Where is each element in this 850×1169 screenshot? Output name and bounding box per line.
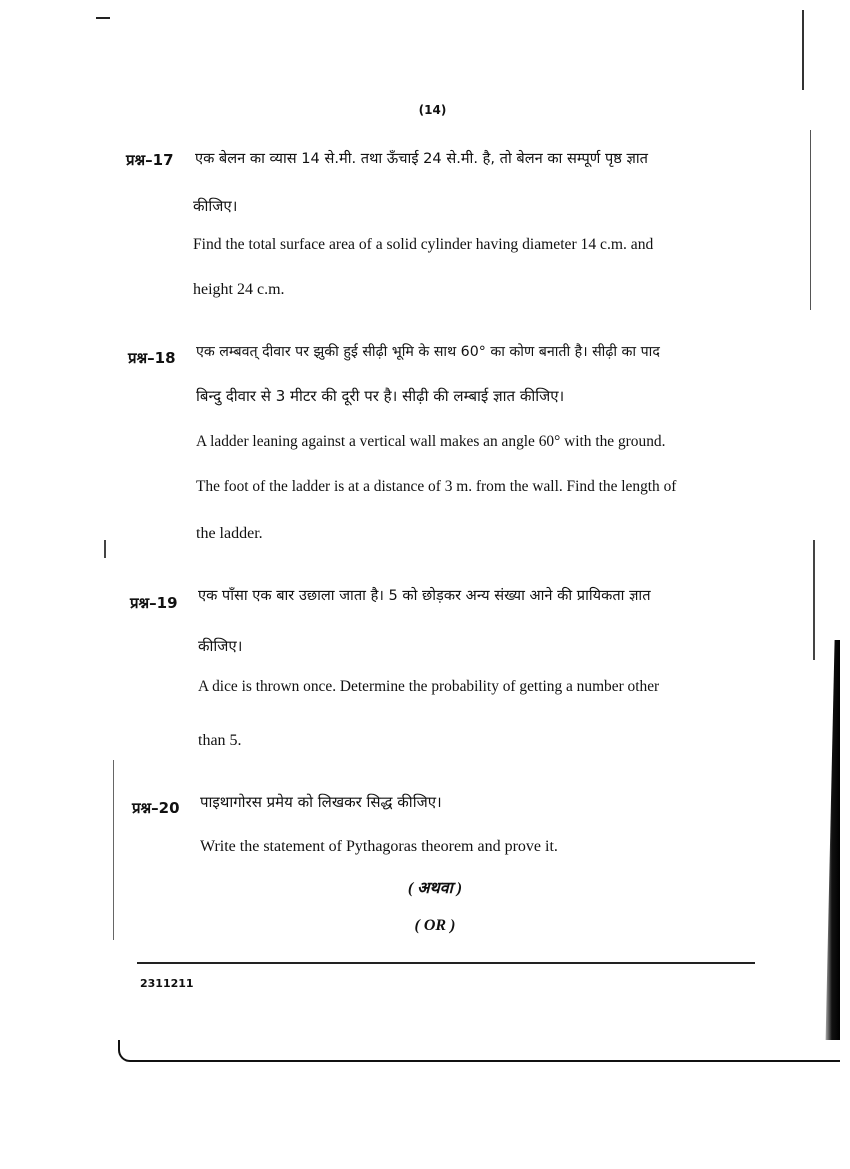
- question-20-english-line-1: Write the statement of Pythagoras theorem and prove it.: [200, 838, 558, 855]
- question-17-hindi-line-2: कीजिए।: [193, 197, 238, 215]
- question-18-hindi-line-1: एक लम्बवत् दीवार पर झुकी हुई सीढ़ी भूमि के साथ 60° का कोण बनाती है। सीढ़ी का पाद: [196, 344, 660, 360]
- scan-edge-right-lower: [813, 540, 815, 660]
- question-17-hindi-line-1: एक बेलन का व्यास 14 से.मी. तथा ऊँचाई 24 से.मी. है, तो बेलन का सम्पूर्ण पृष्ठ ज्ञात: [195, 150, 648, 167]
- paper-code: 2311211: [140, 977, 194, 990]
- alternative-hindi: ( अथवा ): [407, 880, 463, 897]
- question-20-hindi-line-1: पाइथागोरस प्रमेय को लिखकर सिद्ध कीजिए।: [200, 793, 442, 811]
- question-18-english-line-1: A ladder leaning against a vertical wall makes an angle 60° with the ground.: [196, 433, 666, 450]
- question-19-english-line-1: A dice is thrown once. Determine the probability of getting a number other: [198, 678, 660, 695]
- question-20-label: प्रश्न–20: [132, 799, 180, 817]
- question-17-label: प्रश्न–17: [126, 151, 174, 169]
- question-17-english-line-2: height 24 c.m.: [193, 281, 285, 298]
- scan-edge-left: [104, 540, 106, 558]
- scan-edge-right: [810, 130, 811, 310]
- question-19-label: प्रश्न–19: [130, 594, 178, 612]
- scan-edge-left-lower: [113, 760, 114, 940]
- question-18-english-line-3: the ladder.: [196, 525, 263, 542]
- scan-shadow-right: [822, 640, 840, 1040]
- scan-mark-top: [96, 17, 110, 19]
- alternative-english: ( OR ): [414, 917, 456, 934]
- question-18-label: प्रश्न–18: [128, 349, 176, 367]
- page-number: (14): [418, 103, 447, 117]
- question-19-english-line-2: than 5.: [198, 732, 242, 749]
- footer-rule: [137, 962, 755, 964]
- question-17-english-line-1: Find the total surface area of a solid cylinder having diameter 14 c.m. and: [193, 236, 654, 253]
- question-19-hindi-line-2: कीजिए।: [198, 637, 243, 655]
- scan-page-border-bottom: [118, 1040, 840, 1062]
- question-18-hindi-line-2: बिन्दु दीवार से 3 मीटर की दूरी पर है। सीढ़ी की लम्बाई ज्ञात कीजिए।: [196, 387, 565, 405]
- question-19-hindi-line-1: एक पाँसा एक बार उछाला जाता है। 5 को छोड़कर अन्य संख्या आने की प्रायिकता ज्ञात: [198, 587, 651, 604]
- scan-edge-right-top: [802, 10, 804, 90]
- question-18-english-line-2: The foot of the ladder is at a distance of 3 m. from the wall. Find the length of: [196, 478, 677, 495]
